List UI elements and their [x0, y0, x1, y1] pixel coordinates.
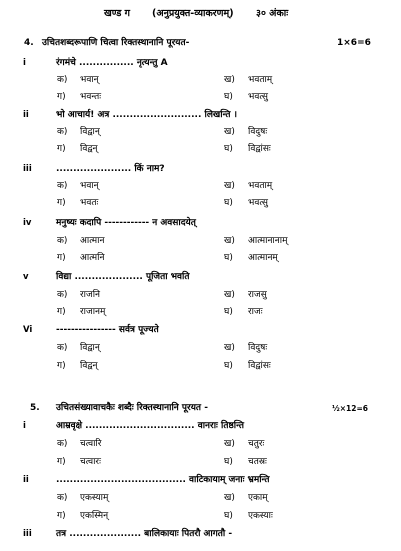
q4-item-3-sentence: ...................... किं नाम? — [56, 164, 165, 174]
q5-item-1-sentence: आम्रवृक्षे ................................ वानराः तिष्ठन्ति — [56, 421, 244, 431]
q4-item-4-opt-b-label: ख) — [224, 236, 235, 246]
q4-item-4-opt-c-label: ग) — [57, 253, 66, 263]
q5-item-2-opt-d-label: घ) — [224, 511, 233, 521]
q4-item-2-opt-c-label: ग) — [57, 144, 66, 154]
q4-item-2-opt-d-label: घ) — [224, 144, 233, 154]
q4-item-2-opt-c-text[interactable]: विद्वन् — [80, 144, 98, 154]
q4-item-4-opt-a-label: क) — [57, 236, 68, 246]
q5-item-2-opt-a-text[interactable]: एकस्याम् — [80, 493, 109, 503]
q4-item-2-opt-d-text[interactable]: विद्वांसः — [248, 144, 271, 154]
q4-item-1-opt-b-label: ख) — [224, 75, 235, 85]
q4-item-6-opt-d-label: घ) — [224, 361, 233, 371]
q5-item-1-opt-c-text[interactable]: चत्वारः — [80, 457, 101, 467]
q4-item-2-opt-a-label: क) — [57, 127, 68, 137]
q4-item-6-roman: Vi — [23, 325, 33, 335]
q4-item-5-opt-a-label: क) — [57, 290, 68, 300]
q5-item-2-sentence: ...................................... वाटिकायाम् जनाः भ्रमन्ति — [56, 475, 270, 485]
q5-instruction: उचितसंख्यावाचकैः शब्दैः रिक्तस्थानानि पूरयत - — [56, 403, 208, 413]
q5-item-1-opt-d-label: घ) — [224, 457, 233, 467]
q4-item-5-opt-d-label: घ) — [224, 307, 233, 317]
q4-item-5-opt-a-text[interactable]: राजनि — [80, 290, 101, 300]
q4-item-2-opt-b-label: ख) — [224, 127, 235, 137]
section-heading: खण्ड ग — [104, 8, 131, 19]
q4-item-5-opt-b-text[interactable]: राजसु — [248, 290, 267, 300]
q4-item-5-opt-b-label: ख) — [224, 290, 235, 300]
q4-item-3-opt-a-text[interactable]: भवान् — [80, 181, 99, 191]
q4-item-4-opt-b-text[interactable]: आत्मानानाम् — [248, 236, 288, 246]
section-title: (अनुप्रयुक्त-व्याकरणम्) — [152, 8, 234, 19]
q5-marks: ½×12=6 — [332, 404, 368, 413]
q5-item-1-opt-b-label: ख) — [224, 439, 235, 449]
q5-item-1-opt-c-label: ग) — [57, 457, 66, 467]
q4-item-6-opt-b-text[interactable]: विदुषः — [248, 343, 268, 353]
q4-item-3-opt-b-label: ख) — [224, 181, 235, 191]
q4-item-6-opt-c-label: ग) — [57, 361, 66, 371]
q4-item-3-opt-c-text[interactable]: भवतः — [80, 198, 99, 208]
q4-item-4-opt-d-label: घ) — [224, 253, 233, 263]
q5-item-2-opt-b-text[interactable]: एकाम् — [248, 493, 268, 503]
q4-item-3-opt-c-label: ग) — [57, 198, 66, 208]
q5-item-1-opt-a-label: क) — [57, 439, 68, 449]
q5-item-2-opt-a-label: क) — [57, 493, 68, 503]
q5-item-1-roman: i — [23, 421, 26, 431]
q4-number: 4. — [24, 38, 34, 48]
q4-item-2-sentence: भो आचार्य! अत्र .......................... लिखन्ति । — [56, 110, 238, 120]
q4-marks: 1×6=6 — [337, 38, 371, 48]
q4-item-6-opt-a-label: क) — [57, 343, 68, 353]
q5-item-2-opt-b-label: ख) — [224, 493, 235, 503]
q5-item-2-opt-d-text[interactable]: एकस्याः — [248, 511, 273, 521]
q4-item-3-opt-a-label: क) — [57, 181, 68, 191]
q4-item-6-opt-b-label: ख) — [224, 343, 235, 353]
q4-item-1-roman: i — [23, 58, 26, 68]
q5-item-1-opt-b-text[interactable]: चतुरः — [248, 439, 265, 449]
q5-item-2-roman: ii — [23, 475, 29, 485]
q4-item-6-opt-c-text[interactable]: विद्वन् — [80, 361, 98, 371]
q4-item-3-opt-d-text[interactable]: भवत्सु — [248, 198, 268, 208]
q4-item-1-opt-c-text[interactable]: भवन्तः — [80, 92, 102, 102]
q4-instruction: उचितशब्दरूपाणि चित्वा रिक्तस्थानानि पूरयत- — [42, 38, 190, 48]
q4-item-3-opt-d-label: घ) — [224, 198, 233, 208]
q4-item-4-roman: iv — [23, 218, 32, 228]
q4-item-6-opt-d-text[interactable]: विद्वांसः — [248, 361, 271, 371]
q4-item-1-opt-a-text[interactable]: भवान् — [80, 75, 99, 85]
q5-item-2-opt-c-label: ग) — [57, 511, 66, 521]
q4-item-5-sentence: विद्या .................... पूजिता भवति — [56, 272, 190, 282]
q4-item-6-opt-a-text[interactable]: विद्वान् — [80, 343, 100, 353]
q5-item-2-opt-c-text[interactable]: एकस्मिन् — [80, 511, 109, 521]
q5-item-3-roman: iii — [23, 529, 32, 539]
q4-item-5-opt-c-label: ग) — [57, 307, 66, 317]
q5-item-1-opt-a-text[interactable]: चत्वारि — [80, 439, 102, 449]
q4-item-1-opt-c-label: ग) — [57, 92, 66, 102]
q4-item-3-roman: iii — [23, 164, 32, 174]
q4-item-3-opt-b-text[interactable]: भवताम् — [248, 181, 273, 191]
q4-item-5-roman: v — [23, 272, 29, 282]
q4-item-1-opt-b-text[interactable]: भवताम् — [248, 75, 273, 85]
q4-item-2-roman: ii — [23, 110, 29, 120]
q4-item-4-opt-d-text[interactable]: आत्मानम् — [248, 253, 278, 263]
q4-item-1-opt-a-label: क) — [57, 75, 68, 85]
q4-item-4-opt-c-text[interactable]: आत्मनि — [80, 253, 105, 263]
section-marks: ३० अंकाः — [256, 8, 289, 19]
q4-item-5-opt-d-text[interactable]: राजः — [248, 307, 263, 317]
q5-item-1-opt-d-text[interactable]: चतस्रः — [248, 457, 267, 467]
q4-item-6-sentence: ---------------- सर्वत्र पूज्यते — [56, 325, 159, 335]
q5-number: 5. — [30, 403, 40, 413]
q4-item-4-sentence: मनुष्यः कदापि ------------ न अवसादयेत् — [56, 218, 196, 228]
q4-item-1-opt-d-label: घ) — [224, 92, 233, 102]
q4-item-2-opt-a-text[interactable]: विद्वान् — [80, 127, 100, 137]
q5-item-3-sentence: तत्र ..................... बालिकायाः पितरौ आगतौ - — [56, 529, 233, 539]
q4-item-1-opt-d-text[interactable]: भवत्सु — [248, 92, 268, 102]
q4-item-2-opt-b-text[interactable]: विदुषः — [248, 127, 268, 137]
q4-item-5-opt-c-text[interactable]: राजानम् — [80, 307, 106, 317]
q4-item-1-sentence: रंगमंचे ................ नृत्यन्तु A — [56, 58, 168, 68]
q4-item-4-opt-a-text[interactable]: आत्मान — [80, 236, 105, 246]
